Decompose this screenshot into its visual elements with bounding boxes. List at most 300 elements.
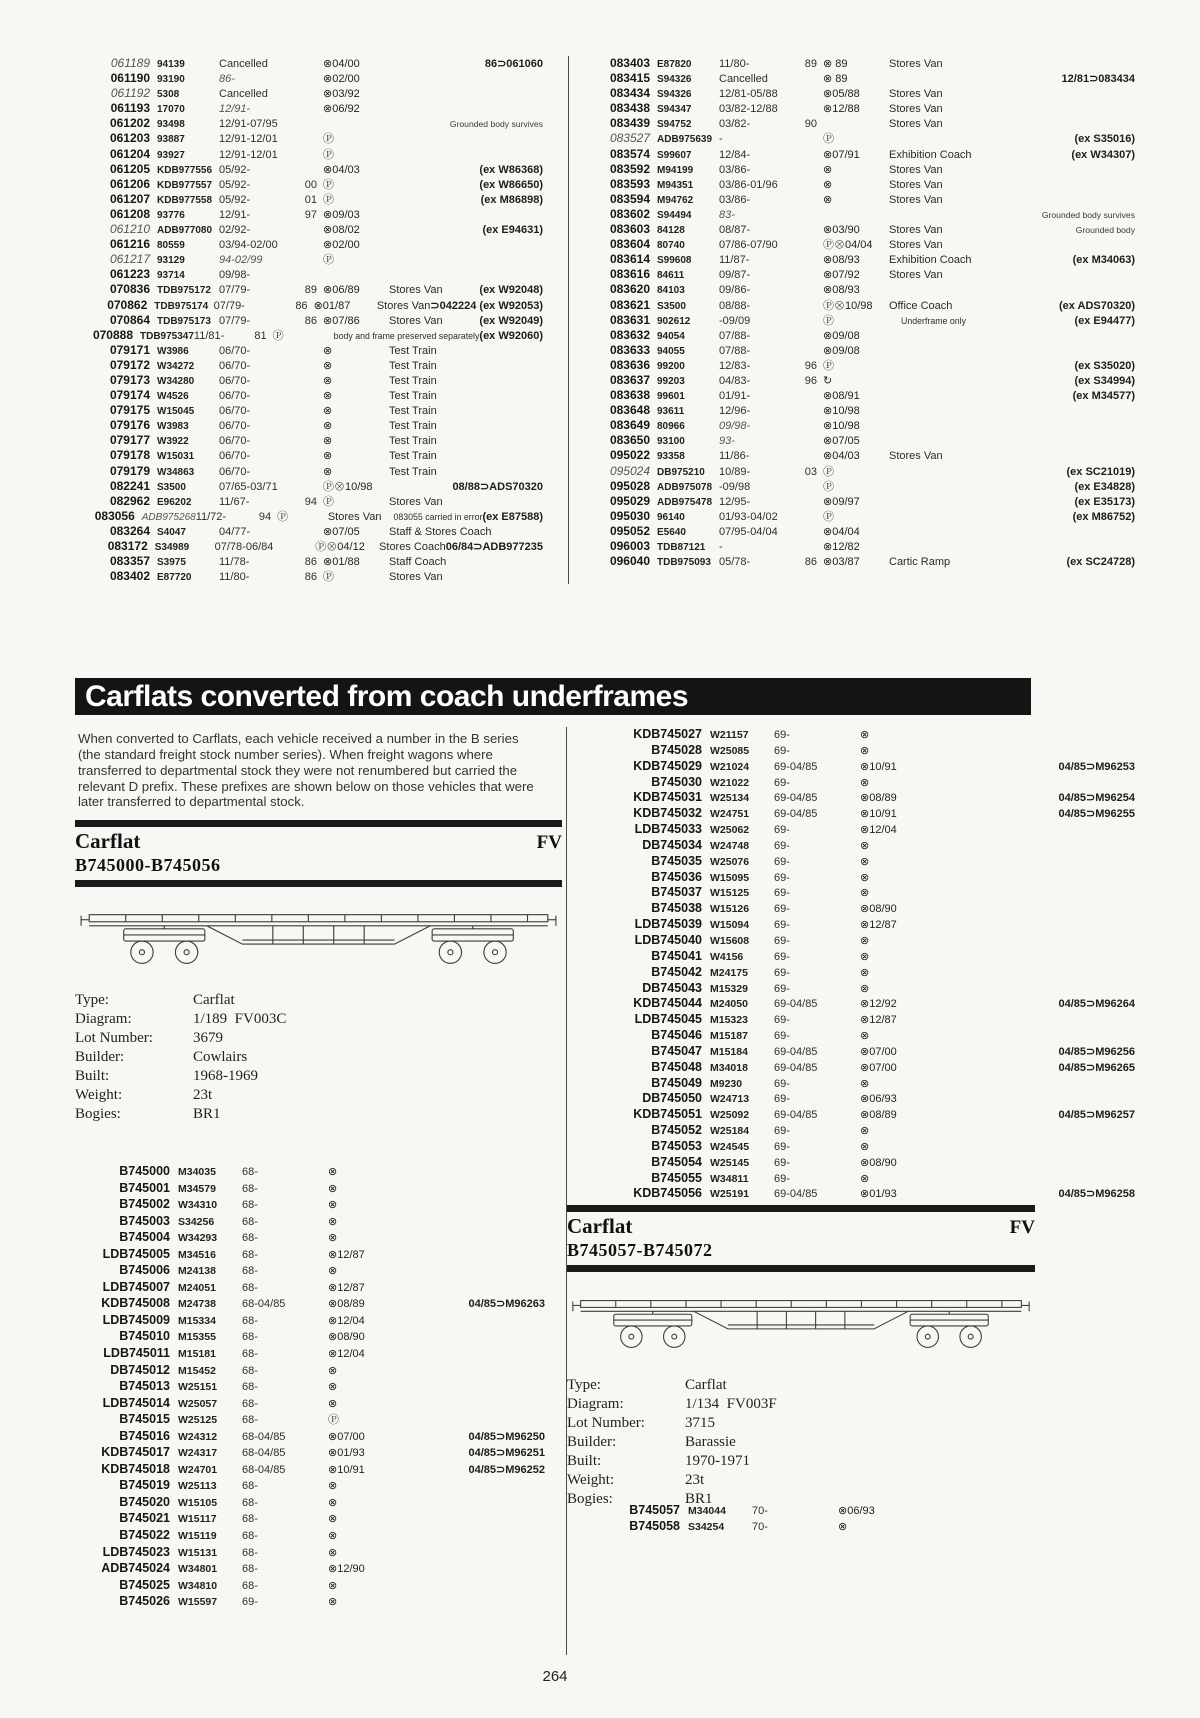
small-note: Underframe only [901, 315, 967, 326]
table-row [584, 933, 1135, 949]
spec-label: Lot Number: [567, 1415, 645, 1431]
disposal-mark: ⊗ [328, 1480, 338, 1493]
service-dates: 09/98- [219, 269, 251, 282]
vehicle-number: 061223 [109, 267, 150, 282]
duty-note: Test Train [389, 374, 437, 387]
disposal-mark: ⊗08/91 [823, 390, 860, 403]
vehicle-number: 083264 [109, 523, 150, 538]
duty-note: Stores Coach [379, 541, 446, 553]
disposal-mark: ⊗09/08 [823, 329, 860, 342]
detail-code: 86 [304, 571, 317, 584]
previous-number: W25191 [710, 1188, 750, 1201]
table-row [567, 1376, 1035, 1395]
previous-number: ADB975639 [657, 134, 713, 146]
duty-note: Stores Van [889, 163, 943, 176]
vehicle-number: KDB745031 [633, 790, 702, 805]
previous-number: W15597 [178, 1596, 218, 1609]
table-row [77, 1411, 545, 1428]
table-row [584, 298, 1135, 313]
vehicle-number: 083631 [609, 312, 650, 327]
service-dates: 07/79- [213, 299, 245, 312]
service-dates: 69- [774, 1077, 790, 1090]
detail-code: 86 [295, 299, 308, 312]
duty-note: Test Train [389, 405, 437, 418]
previous-number: S94494 [657, 209, 692, 221]
table-row [84, 162, 543, 177]
thick-rule [567, 1205, 1035, 1212]
previous-number: M15355 [178, 1331, 216, 1344]
previous-number: W34810 [178, 1579, 218, 1592]
spec-value: 1/189 FV003C [193, 1011, 287, 1027]
renumber-annotation: 04/85⊃M96250 [468, 1430, 545, 1443]
vehicle-number: LDB745014 [102, 1395, 170, 1410]
disposal-mark: ⊗04/03 [823, 450, 860, 463]
previous-number: M24175 [710, 966, 748, 979]
service-dates: 03/86- [719, 193, 751, 206]
table-row [584, 282, 1135, 297]
table-row [77, 1229, 545, 1246]
table-row [84, 539, 543, 554]
vehicle-number: B745048 [651, 1059, 702, 1074]
previous-number: W3986 [157, 345, 189, 357]
table-row [77, 1246, 545, 1263]
previous-number: W34293 [178, 1232, 218, 1245]
disposal-mark: ⊗07/00 [860, 1045, 897, 1058]
disposal-mark: ⊗ [860, 1125, 870, 1138]
disposal-mark: Ⓟ [323, 254, 334, 267]
table-row [77, 1362, 545, 1379]
table-row [584, 949, 1135, 965]
service-dates: 69- [774, 839, 790, 852]
previous-number: 17070 [157, 104, 185, 116]
carflat-side-drawing [75, 895, 562, 981]
vehicle-number: B745038 [651, 901, 702, 916]
carflat-section-2 [567, 1205, 1035, 1509]
renumber-annotation: (ex W34307) [1071, 148, 1135, 161]
renumber-annotation: (ex M86898) [480, 193, 543, 206]
disposal-mark: ⊗08/89 [860, 792, 897, 805]
disposal-mark: ⊗ [323, 390, 333, 403]
service-dates: 68- [242, 1579, 258, 1592]
previous-number: S99608 [657, 255, 692, 267]
previous-number: 84611 [657, 270, 685, 282]
vehicle-number: B745057 [629, 1503, 680, 1517]
disposal-mark: ⊗ [323, 374, 333, 387]
previous-number: M94199 [657, 164, 694, 176]
table-row [77, 1461, 545, 1478]
table-row [75, 1010, 562, 1029]
disposal-mark: ⊗03/90 [823, 224, 860, 237]
detail-code: 89 [804, 58, 817, 70]
previous-number: W25085 [710, 744, 750, 757]
spec-label: Bogies: [75, 1106, 121, 1122]
renumber-annotation: 12/81⊃083434 [1061, 73, 1135, 86]
service-dates: - [719, 133, 723, 146]
service-dates: 70- [752, 1520, 768, 1533]
duty-note: Stores Van [889, 193, 943, 206]
service-dates: 68- [242, 1513, 258, 1526]
table-row [84, 569, 543, 584]
previous-number: ADB975078 [657, 481, 713, 493]
disposal-mark: ⊗ [323, 465, 333, 478]
disposal-mark: ⊗09/97 [823, 495, 860, 508]
previous-number: 99200 [657, 360, 685, 372]
previous-number: S94326 [657, 74, 692, 86]
previous-number: W25076 [710, 855, 750, 868]
previous-number: S99607 [657, 149, 692, 161]
vehicle-number: 083403 [609, 56, 650, 70]
vehicle-number: DB745043 [642, 980, 702, 995]
spec-value: Carflat [193, 992, 235, 1008]
carflat-list-2 [584, 1503, 1135, 1535]
service-dates: 68- [242, 1182, 258, 1195]
service-dates: 07/78-06/84 [214, 541, 274, 553]
duty-note: Stores Van [389, 284, 443, 297]
table-row [567, 1471, 1035, 1490]
table-row [77, 1593, 545, 1610]
service-dates: 68- [242, 1414, 258, 1427]
disposal-mark: ⊗ [823, 178, 833, 191]
service-dates: 68- [242, 1397, 258, 1410]
table-row [584, 854, 1135, 870]
service-dates: Cancelled [719, 73, 768, 86]
service-dates: 69- [774, 919, 790, 932]
service-dates: 12/91-12/01 [219, 148, 278, 161]
vehicle-number: 079178 [109, 448, 150, 463]
table-row [77, 1428, 545, 1445]
table-row [84, 177, 543, 192]
previous-number: S34256 [178, 1215, 215, 1228]
duty-note: Stores Van [389, 495, 443, 508]
table-row [77, 1527, 545, 1544]
service-dates: 08/87- [719, 224, 751, 237]
disposal-mark: ⊗12/87 [860, 919, 897, 932]
previous-number: M15181 [178, 1348, 216, 1361]
previous-number: W4526 [157, 391, 189, 403]
disposal-mark: ⊗12/04 [328, 1314, 365, 1327]
carflat-side-drawing [567, 1280, 1035, 1366]
spec-label: Weight: [75, 1087, 123, 1103]
vehicle-number: KDB745018 [101, 1461, 170, 1476]
previous-number: W15126 [710, 903, 750, 916]
disposal-mark: ⊗06/89 [323, 284, 360, 297]
spec-value: 3679 [193, 1030, 223, 1046]
disposal-mark: ⊗08/90 [860, 903, 897, 916]
previous-number: ADB975268 [141, 511, 196, 523]
service-dates: 68- [242, 1530, 258, 1543]
service-dates: 12/83- [719, 359, 751, 372]
previous-number: W25092 [710, 1109, 750, 1122]
table-row [584, 1012, 1135, 1028]
vehicle-number: LDB745045 [634, 1012, 702, 1027]
table-row [84, 222, 543, 237]
previous-number: W25062 [710, 824, 750, 837]
renumber-annotation: 04/85⊃M96256 [1058, 1045, 1135, 1058]
disposal-mark: ⊗ [860, 1030, 870, 1043]
service-dates: 12/84- [719, 148, 751, 161]
vehicle-number: 082241 [109, 478, 150, 493]
vehicle-number: LDB745039 [634, 917, 702, 932]
table-row [584, 162, 1135, 177]
disposal-mark: ⊗08/89 [328, 1298, 365, 1311]
vehicle-number: 083434 [609, 86, 650, 101]
vehicle-number: 061216 [109, 237, 150, 252]
vehicle-number: 083439 [609, 116, 650, 131]
vehicle-number: 083638 [609, 388, 650, 403]
service-dates: 68-04/85 [242, 1463, 286, 1476]
service-dates: 68- [242, 1281, 258, 1294]
table-row [584, 56, 1135, 71]
table-row [584, 358, 1135, 373]
service-dates: 93- [719, 435, 735, 448]
disposal-mark: ⊗07/05 [823, 435, 860, 448]
vehicle-number: KDB745032 [633, 806, 702, 821]
vehicle-number: 070864 [109, 312, 150, 327]
service-dates: 68- [242, 1381, 258, 1394]
disposal-mark: Ⓟ [323, 495, 334, 508]
service-dates: 11/86- [719, 450, 750, 463]
previous-number: M15184 [710, 1045, 748, 1058]
previous-number: W15119 [178, 1530, 217, 1543]
carflat-list-left [77, 1163, 545, 1610]
vehicle-number: B745004 [119, 1230, 170, 1245]
previous-number: 80740 [657, 240, 685, 252]
disposal-mark: ⊗ [860, 744, 870, 757]
disposal-mark: ⊗ [328, 1364, 338, 1377]
duty-note: Cartic Ramp [889, 556, 951, 569]
disposal-mark: ⊗ 89 [823, 73, 848, 86]
disposal-mark: ⊗ [323, 450, 333, 463]
previous-number: 94054 [657, 330, 685, 342]
previous-number: W15031 [157, 451, 195, 463]
previous-number: DB975210 [657, 466, 705, 478]
vehicle-number: 083415 [609, 71, 650, 86]
service-dates: 09/87- [719, 269, 751, 282]
renumber-annotation: (ex E94631) [482, 224, 543, 237]
vehicle-number: B745028 [651, 742, 702, 757]
spec-value: 1/134 FV003F [685, 1396, 777, 1412]
vehicle-number: 079175 [109, 403, 150, 418]
service-dates: 11/67- [219, 495, 250, 508]
table-row [84, 313, 543, 328]
disposal-mark: ⊗ [328, 1232, 338, 1245]
table-row [77, 1395, 545, 1412]
disposal-mark: ⊗ [860, 887, 870, 900]
table-row [584, 1044, 1135, 1060]
vehicle-number: B745016 [119, 1428, 170, 1443]
service-dates: 06/70- [219, 359, 251, 372]
vehicle-number: 061192 [110, 86, 150, 101]
disposal-mark: ⊗ [328, 1579, 338, 1592]
duty-note [322, 329, 480, 344]
detail-code: 81 [254, 329, 267, 342]
table-row [84, 56, 543, 71]
disposal-mark: ⊗ [860, 950, 870, 963]
disposal-mark: ⊗10/98 [823, 405, 860, 418]
previous-number: M94762 [657, 194, 694, 206]
service-dates: 69-04/85 [774, 1045, 818, 1058]
previous-number: TDB975173 [157, 315, 211, 327]
renumber-annotation: (ex W92048) [479, 284, 543, 297]
table-row [584, 177, 1135, 192]
spec-label: Built: [75, 1068, 110, 1084]
previous-number: W15131 [178, 1546, 218, 1559]
vehicle-number: KDB745029 [633, 758, 702, 773]
table-row [77, 1544, 545, 1561]
previous-number: 93927 [157, 149, 185, 161]
table-row [84, 237, 543, 252]
vehicle-number: 083402 [109, 569, 150, 584]
table-row [584, 1171, 1135, 1187]
disposal-mark: Ⓟ [272, 329, 284, 342]
service-dates: 11/81- [193, 329, 225, 342]
service-dates: 10/89- [719, 465, 751, 478]
previous-number: M34579 [178, 1182, 216, 1195]
vehicle-number: B745041 [651, 948, 702, 963]
spec-table [75, 991, 562, 1124]
small-note: body and frame preserved separately [333, 330, 480, 341]
disposal-mark: Ⓟ [823, 314, 834, 327]
service-dates: 69- [774, 1030, 790, 1043]
disposal-mark: Ⓟ [328, 1414, 339, 1427]
detail-code: 86 [804, 556, 817, 569]
service-dates: 06/70- [219, 344, 251, 357]
spec-value: Barassie [685, 1434, 736, 1450]
previous-number: TDB975174 [154, 300, 209, 312]
duty-note: Stores Van [889, 450, 943, 463]
vehicle-number: B745035 [651, 853, 702, 868]
service-dates: 08/88- [719, 299, 751, 312]
disposal-mark: Ⓟ [823, 510, 834, 523]
table-row [584, 1028, 1135, 1044]
previous-number: E87820 [657, 59, 692, 70]
vehicle-number: 083604 [609, 237, 650, 252]
previous-number: W24713 [710, 1093, 750, 1106]
renumber-annotation: (ex E87588) [482, 510, 543, 523]
renumber-annotation: (ex SC24728) [1066, 556, 1135, 569]
service-dates: 69- [774, 934, 790, 947]
disposal-mark: Ⓟ [323, 571, 334, 584]
service-dates: 68- [242, 1563, 258, 1576]
vehicle-number: 079171 [109, 342, 150, 357]
previous-number: M15187 [710, 1030, 748, 1043]
previous-number: S94347 [657, 104, 692, 116]
previous-number: M24051 [178, 1281, 216, 1294]
previous-number: E5640 [657, 526, 686, 538]
service-dates: 06/70- [219, 390, 251, 403]
thick-rule [75, 880, 562, 887]
service-dates: 68- [242, 1265, 258, 1278]
spec-label: Weight: [567, 1472, 615, 1488]
vehicle-number: B745055 [651, 1170, 702, 1185]
detail-code: 01 [304, 193, 317, 206]
table-row [584, 524, 1135, 539]
previous-number: M24738 [178, 1298, 216, 1311]
spec-label: Builder: [567, 1434, 617, 1450]
previous-number: W25184 [710, 1125, 750, 1138]
vehicle-number: 083621 [609, 297, 650, 312]
table-row [584, 996, 1135, 1012]
spec-label: Bogies: [567, 1491, 613, 1507]
vehicle-number: B745006 [119, 1263, 170, 1278]
vehicle-number: 070836 [109, 282, 150, 297]
table-row [84, 131, 543, 146]
vehicle-number: 095028 [609, 478, 650, 493]
spec-table [567, 1376, 1035, 1509]
disposal-mark: ⊗ [323, 405, 333, 418]
spec-value: Carflat [685, 1377, 727, 1393]
service-dates: 03/86- [719, 163, 751, 176]
renumber-annotation: (ex W92060) [479, 329, 543, 342]
previous-number: ADB977080 [157, 225, 213, 237]
disposal-mark: ⊗07/05 [323, 525, 360, 538]
service-dates: 07/79- [219, 314, 251, 327]
renumber-annotation: (ex W92049) [479, 314, 543, 327]
service-dates: 07/65-03/71 [219, 480, 278, 493]
service-dates: 69- [774, 950, 790, 963]
table-row [84, 388, 543, 403]
previous-number: M15452 [178, 1364, 216, 1377]
service-dates: 68- [242, 1364, 258, 1377]
disposal-mark: ⊗12/87 [328, 1248, 365, 1261]
table-row [584, 71, 1135, 86]
renumber-annotation: 04/85⊃M96263 [468, 1298, 545, 1311]
vehicle-number: 083648 [609, 403, 650, 418]
vehicle-number: 083603 [609, 222, 650, 237]
service-dates: 06/70- [219, 450, 251, 463]
vehicle-number: B745001 [119, 1180, 170, 1195]
previous-number: TDB975093 [657, 557, 711, 569]
table-row [584, 313, 1135, 328]
duty-note: Stores Van [889, 239, 943, 252]
service-dates: 11/87- [719, 254, 750, 267]
disposal-mark: ⊗10/91 [328, 1463, 365, 1476]
previous-number: M34044 [688, 1505, 726, 1517]
disposal-mark: Ⓟ [823, 133, 834, 146]
service-dates: 69- [774, 966, 790, 979]
service-dates: 69- [774, 1140, 790, 1153]
vehicle-number: 070888 [92, 327, 133, 342]
table-row [567, 1433, 1035, 1452]
previous-number: W25057 [178, 1397, 218, 1410]
detail-code: 00 [304, 178, 317, 191]
renumber-annotation: (ex M34577) [1072, 390, 1135, 403]
vehicle-number: 095022 [609, 448, 650, 463]
table-row [84, 328, 543, 343]
spec-label: Diagram: [567, 1396, 624, 1412]
service-dates: 69- [774, 871, 790, 884]
vehicle-number: LDB745011 [103, 1346, 170, 1361]
disposal-mark: ⊗12/87 [328, 1281, 365, 1294]
previous-number: W24748 [710, 839, 750, 852]
vehicle-number: B745037 [651, 885, 702, 900]
duty-note: Test Train [389, 390, 437, 403]
table-row [84, 403, 543, 418]
vehicle-number: B745047 [651, 1043, 702, 1058]
table-row [84, 147, 543, 162]
disposal-mark: ⊗ [860, 934, 870, 947]
table-row [75, 991, 562, 1010]
previous-number: M9230 [710, 1077, 743, 1090]
previous-number: W24317 [178, 1447, 218, 1460]
disposal-mark: ⊗08/93 [823, 254, 860, 267]
vehicle-number: 079179 [109, 463, 150, 478]
disposal-mark: ⊗01/93 [328, 1447, 365, 1460]
disposal-mark: ⊗ [328, 1265, 338, 1278]
duty-note: Stores Van [389, 571, 443, 584]
previous-number: 94055 [657, 345, 685, 357]
disposal-mark: ⊗09/08 [823, 344, 860, 357]
